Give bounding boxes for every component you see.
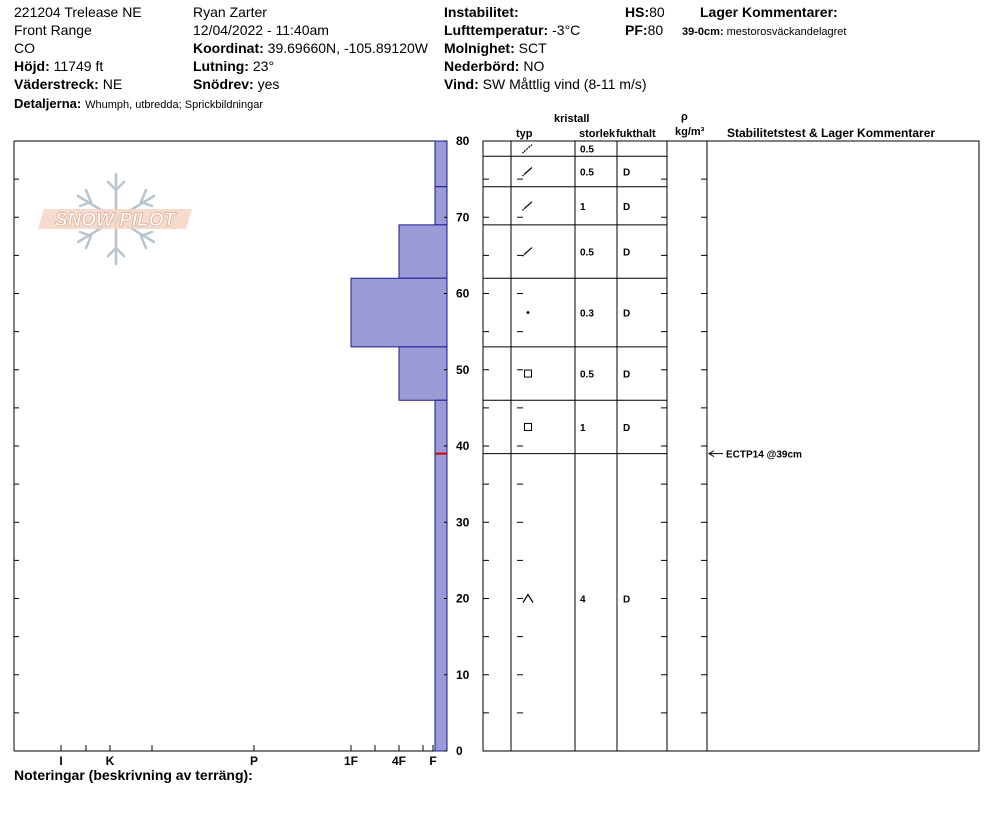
hs-value: 80 bbox=[649, 4, 665, 20]
crystal-moisture-value: D bbox=[623, 308, 631, 320]
crystal-square bbox=[525, 370, 532, 377]
hardness-bar-4 bbox=[399, 347, 447, 400]
crystal-size-value: 0.5 bbox=[580, 167, 594, 179]
type-header: typ bbox=[516, 128, 533, 140]
pf-value: 80 bbox=[647, 22, 664, 38]
observation-datetime: 12/04/2022 - 11:40am bbox=[193, 22, 329, 38]
crystal-moisture-value: D bbox=[623, 167, 631, 179]
elevation-value: 11749 ft bbox=[53, 58, 104, 74]
crystal-size-value: 1 bbox=[580, 422, 586, 434]
crystal-stroke bbox=[524, 248, 532, 255]
precip-label: Nederbörd: bbox=[444, 58, 520, 74]
rho-header: ρ bbox=[681, 111, 688, 123]
crystal-caret bbox=[523, 595, 533, 603]
crystal-faceted-icon bbox=[525, 423, 532, 430]
slope-label: Lutning: bbox=[193, 58, 249, 74]
crystal-size-value: 0.5 bbox=[580, 369, 594, 381]
wind-value: SW Måttlig vind (8-11 m/s) bbox=[482, 76, 647, 92]
state-name: CO bbox=[14, 40, 35, 56]
instability-label: Instabilitet: bbox=[444, 4, 519, 20]
crystal-square bbox=[525, 423, 532, 430]
layer-comments-label: Lager Kommentarer: bbox=[700, 4, 838, 20]
air-temp-label: Lufttemperatur: bbox=[444, 22, 549, 38]
crystal-depth-hoar-icon bbox=[523, 595, 533, 603]
wind-loading-value: yes bbox=[257, 76, 280, 92]
wind-label: Vind: bbox=[444, 76, 479, 92]
crystal-faceted-icon bbox=[525, 370, 532, 377]
depth-tick-label: 70 bbox=[456, 210, 470, 225]
hardness-tick-label: K bbox=[105, 754, 115, 768]
crystal-decomposing-icon bbox=[522, 145, 532, 154]
crystal-size-value: 4 bbox=[580, 594, 586, 606]
crystal-decomposing-icon bbox=[522, 248, 532, 257]
crystal-moisture-value: D bbox=[623, 369, 631, 381]
aspect-label: Väderstreck: bbox=[14, 76, 99, 92]
depth-tick-label: 50 bbox=[456, 362, 470, 377]
density-unit-header: kg/m³ bbox=[675, 126, 705, 138]
stability-test-label: ECTP14 @39cm bbox=[726, 449, 802, 461]
crystal-size-value: 0.3 bbox=[580, 308, 594, 320]
precip-value: NO bbox=[523, 58, 545, 74]
depth-tick-label: 40 bbox=[456, 439, 470, 453]
location-name: 221204 Trelease NE bbox=[14, 4, 142, 20]
hardness-bar-3 bbox=[351, 278, 447, 347]
depth-tick-label: 60 bbox=[456, 286, 470, 301]
crystal-dot bbox=[522, 175, 524, 177]
crystal-moisture-value: D bbox=[623, 201, 631, 213]
depth-tick-label: 20 bbox=[456, 591, 470, 606]
notes-label: Noteringar (beskrivning av terräng): bbox=[14, 767, 253, 783]
elevation-label: Höjd: bbox=[14, 58, 50, 74]
hardness-tick-label: I bbox=[59, 754, 63, 768]
coordinate-label: Koordinat: bbox=[193, 40, 264, 56]
depth-tick-label: 80 bbox=[456, 134, 470, 148]
stability-header: Stabilitetstest & Lager Kommentarer bbox=[727, 126, 936, 140]
crystal-size-value: 1 bbox=[580, 201, 586, 213]
crystal-moisture-value: D bbox=[623, 422, 631, 434]
hs-label: HS: bbox=[625, 4, 650, 20]
depth-tick-label: 10 bbox=[456, 667, 470, 682]
hardness-bar-2 bbox=[399, 225, 447, 278]
slope-value: 23° bbox=[252, 58, 275, 74]
crystal-moisture-value: D bbox=[623, 594, 631, 606]
hardness-tick-label: P bbox=[249, 754, 259, 768]
crystal-rounded-icon bbox=[527, 311, 530, 314]
hardness-bar-0 bbox=[435, 141, 447, 187]
air-temp-value: -3°C bbox=[552, 22, 581, 38]
crystal-dot bbox=[522, 209, 524, 211]
sky-label: Molnighet: bbox=[444, 40, 515, 56]
range-name: Front Range bbox=[14, 22, 92, 38]
hardness-bar-1 bbox=[435, 187, 447, 225]
crystal-stroke bbox=[524, 145, 532, 152]
crystal-stroke bbox=[524, 168, 532, 175]
layer-comment-text: mestorosväckandelagret bbox=[726, 26, 847, 38]
hardness-bar-6 bbox=[435, 454, 447, 751]
logo-text: SNOW PILOT bbox=[54, 210, 176, 231]
observer-name: Ryan Zarter bbox=[193, 4, 267, 20]
layer-comment-range: 39-0cm: bbox=[682, 26, 724, 38]
wind-loading-label: Snödrev: bbox=[193, 76, 254, 92]
depth-tick-label: 30 bbox=[456, 515, 470, 530]
coordinate-value: 39.69660N, -105.89120W bbox=[267, 40, 428, 56]
crystal-decomposing-icon bbox=[522, 202, 532, 211]
pf-label: PF: bbox=[625, 22, 648, 38]
details-value: Whumph, utbredda; Sprickbildningar bbox=[85, 99, 264, 111]
depth-tick-label: 0 bbox=[456, 744, 463, 758]
crystal-dot bbox=[522, 152, 524, 154]
hardness-tick-label: 1F bbox=[343, 754, 359, 768]
crystal-dot bbox=[522, 255, 524, 257]
hardness-tick-label: 4F bbox=[391, 754, 407, 768]
moisture-header: fukthalt bbox=[616, 128, 656, 140]
crystal-size-value: 0.5 bbox=[580, 247, 594, 259]
aspect-value: NE bbox=[102, 76, 123, 92]
details-label: Detaljerna: bbox=[14, 96, 82, 111]
crystal-header: kristall bbox=[554, 113, 590, 125]
sky-value: SCT bbox=[518, 40, 547, 56]
crystal-dot bbox=[527, 311, 530, 314]
size-header: storlek bbox=[579, 128, 616, 140]
hardness-tick-label: F bbox=[429, 754, 437, 768]
crystal-size-value: 0.5 bbox=[580, 144, 594, 156]
crystal-moisture-value: D bbox=[623, 247, 631, 259]
crystal-decomposing-icon bbox=[522, 168, 532, 177]
crystal-stroke bbox=[524, 202, 532, 209]
layer-table-frame bbox=[483, 141, 979, 751]
